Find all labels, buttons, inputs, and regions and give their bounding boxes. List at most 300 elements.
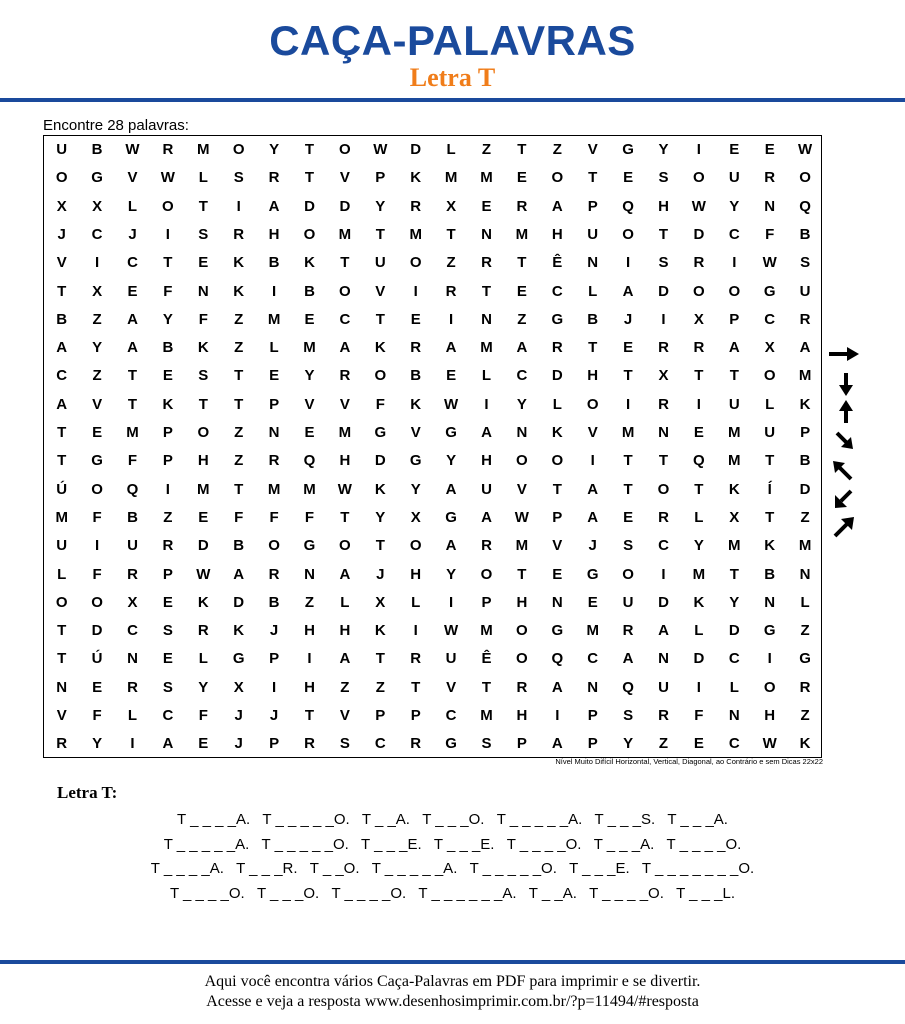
grid-letter[interactable]: Z xyxy=(375,678,385,696)
grid-letter[interactable]: X xyxy=(56,197,67,215)
grid-letter[interactable]: T xyxy=(517,141,527,158)
grid-letter[interactable]: F xyxy=(694,707,704,724)
grid-letter[interactable]: D xyxy=(551,367,563,385)
grid-letter[interactable]: U xyxy=(799,282,811,300)
grid-letter[interactable]: H xyxy=(481,452,492,470)
grid-letter[interactable]: V xyxy=(339,707,350,724)
grid-letter[interactable]: P xyxy=(481,593,492,611)
footer-link-line[interactable]: Acesse e veja a resposta www.desenhosimprimir.com.br/?p=11494/#resposta xyxy=(206,993,699,1010)
grid-letter[interactable]: O xyxy=(516,650,528,668)
grid-letter[interactable]: R xyxy=(481,537,492,555)
grid-letter[interactable]: X xyxy=(446,197,457,215)
grid-letter[interactable]: J xyxy=(234,707,243,724)
grid-letter[interactable]: O xyxy=(516,622,528,640)
grid-letter[interactable]: Ú xyxy=(91,650,103,668)
grid-letter[interactable]: I xyxy=(95,537,100,555)
grid-letter[interactable]: Y xyxy=(304,367,315,385)
grid-letter[interactable]: T xyxy=(340,508,350,526)
grid-letter[interactable]: V xyxy=(339,169,350,187)
grid-letter[interactable]: G xyxy=(374,424,387,441)
grid-letter[interactable]: U xyxy=(56,537,68,555)
grid-letter[interactable]: B xyxy=(304,282,315,300)
grid-letter[interactable]: O xyxy=(339,282,351,300)
grid-letter[interactable]: P xyxy=(587,735,598,753)
grid-letter[interactable]: M xyxy=(126,424,139,441)
grid-letter[interactable]: H xyxy=(268,225,280,243)
grid-letter[interactable]: W xyxy=(514,508,529,526)
grid-letter[interactable]: M xyxy=(480,339,493,357)
grid-letter[interactable]: E xyxy=(162,593,173,611)
grid-letter[interactable]: I xyxy=(626,395,631,413)
grid-letter[interactable]: O xyxy=(799,169,811,187)
grid-letter[interactable]: D xyxy=(410,141,422,158)
grid-letter[interactable]: U xyxy=(374,254,386,272)
grid-letter[interactable]: I xyxy=(590,452,595,470)
grid-letter[interactable]: C xyxy=(551,282,563,300)
grid-letter[interactable]: D xyxy=(304,197,315,215)
grid-letter[interactable]: W xyxy=(691,197,706,215)
grid-letter[interactable]: A xyxy=(56,395,68,413)
grid-letter[interactable]: X xyxy=(729,508,740,526)
grid-letter[interactable]: C xyxy=(516,367,528,385)
grid-letter[interactable]: E xyxy=(127,282,138,300)
grid-letter[interactable]: A xyxy=(551,678,563,696)
grid-letter[interactable]: Y xyxy=(162,310,173,328)
grid-letter[interactable]: T xyxy=(375,310,385,328)
grid-letter[interactable]: C xyxy=(728,650,740,668)
grid-letter[interactable]: R xyxy=(693,339,705,357)
grid-letter[interactable]: K xyxy=(728,480,740,498)
grid-letter[interactable]: G xyxy=(799,650,811,668)
grid-letter[interactable]: S xyxy=(198,225,209,243)
grid-letter[interactable]: F xyxy=(269,508,279,526)
grid-letter[interactable]: B xyxy=(91,141,103,158)
grid-letter[interactable]: M xyxy=(267,480,281,498)
grid-letter[interactable]: L xyxy=(552,395,562,413)
grid-letter[interactable]: T xyxy=(234,395,244,413)
grid-letter[interactable]: M xyxy=(692,565,706,583)
grid-letter[interactable]: I xyxy=(272,678,277,696)
grid-letter[interactable]: O xyxy=(339,537,351,555)
grid-letter[interactable]: F xyxy=(92,508,102,526)
grid-letter[interactable]: B xyxy=(162,339,174,357)
grid-letter[interactable]: C xyxy=(587,650,599,668)
grid-letter[interactable]: Ê xyxy=(552,254,563,272)
grid-letter[interactable]: D xyxy=(374,452,386,470)
grid-letter[interactable]: C xyxy=(728,735,740,753)
grid-letter[interactable]: H xyxy=(587,367,599,385)
grid-letter[interactable]: W xyxy=(160,169,175,187)
grid-letter[interactable]: S xyxy=(658,169,669,187)
grid-letter[interactable]: T xyxy=(375,650,385,668)
grid-letter[interactable]: X xyxy=(375,593,386,611)
grid-letter[interactable]: R xyxy=(445,282,457,300)
grid-letter[interactable]: H xyxy=(304,622,315,640)
grid-letter[interactable]: J xyxy=(128,225,137,243)
grid-letter[interactable]: E xyxy=(693,424,704,441)
grid-letter[interactable]: Í xyxy=(767,480,772,498)
grid-letter[interactable]: Y xyxy=(729,593,740,611)
grid-letter[interactable]: I xyxy=(413,622,418,640)
grid-letter[interactable]: W xyxy=(125,141,140,158)
grid-letter[interactable]: Z xyxy=(340,678,350,696)
grid-letter[interactable]: O xyxy=(693,169,705,187)
grid-letter[interactable]: Z xyxy=(552,141,562,158)
grid-letter[interactable]: W xyxy=(444,395,459,413)
grid-letter[interactable]: H xyxy=(516,593,528,611)
grid-letter[interactable]: E xyxy=(516,282,527,300)
grid-letter[interactable]: X xyxy=(127,593,138,611)
grid-letter[interactable]: I xyxy=(307,650,312,668)
grid-letter[interactable]: O xyxy=(586,395,599,413)
grid-letter[interactable]: C xyxy=(374,735,386,753)
grid-letter[interactable]: O xyxy=(232,141,245,158)
grid-letter[interactable]: M xyxy=(303,339,316,357)
grid-letter[interactable]: R xyxy=(339,367,351,385)
grid-letter[interactable]: T xyxy=(658,225,669,243)
grid-letter[interactable]: W xyxy=(337,480,352,498)
grid-letter[interactable]: R xyxy=(516,197,528,215)
grid-letter[interactable]: H xyxy=(304,678,315,696)
grid-letter[interactable]: I xyxy=(555,707,560,724)
grid-letter[interactable]: O xyxy=(268,537,280,555)
grid-letter[interactable]: T xyxy=(304,169,315,187)
grid-letter[interactable]: B xyxy=(799,452,811,470)
grid-letter[interactable]: Y xyxy=(693,537,704,555)
grid-letter[interactable]: Y xyxy=(92,735,103,753)
grid-letter[interactable]: S xyxy=(800,254,811,272)
grid-letter[interactable]: A xyxy=(162,735,174,753)
grid-letter[interactable]: K xyxy=(764,537,776,555)
grid-letter[interactable]: N xyxy=(481,310,492,328)
grid-letter[interactable]: I xyxy=(767,650,772,668)
grid-letter[interactable]: X xyxy=(764,339,775,357)
grid-letter[interactable]: R xyxy=(268,565,280,583)
grid-letter[interactable]: A xyxy=(551,735,563,753)
grid-letter[interactable]: C xyxy=(658,537,669,555)
grid-letter[interactable]: M xyxy=(798,367,812,385)
grid-letter[interactable]: D xyxy=(799,480,811,498)
grid-letter[interactable]: L xyxy=(127,707,138,724)
grid-letter[interactable]: B xyxy=(127,508,138,526)
grid-letter[interactable]: B xyxy=(268,593,280,611)
grid-letter[interactable]: R xyxy=(268,452,280,470)
grid-letter[interactable]: N xyxy=(587,678,599,696)
grid-letter[interactable]: T xyxy=(623,480,633,498)
grid-letter[interactable]: G xyxy=(763,622,776,640)
grid-letter[interactable]: E xyxy=(304,424,315,441)
grid-letter[interactable]: L xyxy=(198,169,208,187)
grid-letter[interactable]: G xyxy=(622,141,634,158)
grid-letter[interactable]: Ú xyxy=(56,480,68,498)
grid-letter[interactable]: T xyxy=(765,452,775,470)
grid-letter[interactable]: G xyxy=(586,565,599,583)
grid-letter[interactable]: L xyxy=(729,678,739,696)
grid-letter[interactable]: R xyxy=(799,310,811,328)
grid-letter[interactable]: K xyxy=(197,339,209,357)
grid-letter[interactable]: Q xyxy=(126,480,139,498)
grid-letter[interactable]: Z xyxy=(800,508,810,526)
grid-letter[interactable]: U xyxy=(587,225,599,243)
grid-letter[interactable]: S xyxy=(339,735,350,753)
grid-letter[interactable]: N xyxy=(481,225,492,243)
grid-letter[interactable]: E xyxy=(623,169,634,187)
grid-letter[interactable]: L xyxy=(765,395,775,413)
grid-letter[interactable]: A xyxy=(268,197,280,215)
grid-letter[interactable]: T xyxy=(446,225,456,243)
grid-letter[interactable]: E xyxy=(516,169,527,187)
grid-letter[interactable]: O xyxy=(516,452,528,470)
grid-letter[interactable]: T xyxy=(623,367,633,385)
grid-letter[interactable]: O xyxy=(551,452,564,470)
grid-letter[interactable]: B xyxy=(587,310,599,328)
grid-letter[interactable]: S xyxy=(623,707,634,724)
grid-letter[interactable]: O xyxy=(55,169,68,187)
grid-letter[interactable]: M xyxy=(267,310,281,328)
grid-letter[interactable]: V xyxy=(339,395,350,413)
grid-letter[interactable]: K xyxy=(162,395,174,413)
grid-letter[interactable]: U xyxy=(764,424,776,441)
grid-letter[interactable]: T xyxy=(340,254,350,272)
grid-letter[interactable]: Q xyxy=(303,452,316,470)
grid-letter[interactable]: A xyxy=(127,339,138,357)
grid-letter[interactable]: L xyxy=(57,565,67,583)
grid-letter[interactable]: W xyxy=(798,141,813,158)
grid-letter[interactable]: R xyxy=(764,169,776,187)
grid-letter[interactable]: R xyxy=(162,537,174,555)
grid-letter[interactable]: K xyxy=(233,254,245,272)
grid-letter[interactable]: S xyxy=(233,169,244,187)
grid-letter[interactable]: K xyxy=(374,622,386,640)
grid-letter[interactable]: B xyxy=(764,565,776,583)
grid-letter[interactable]: Y xyxy=(92,339,103,357)
grid-letter[interactable]: K xyxy=(374,480,386,498)
grid-letter[interactable]: J xyxy=(376,565,385,583)
grid-letter[interactable]: T xyxy=(57,650,67,668)
grid-letter[interactable]: M xyxy=(197,141,210,158)
grid-letter[interactable]: P xyxy=(162,565,173,583)
grid-letter[interactable]: G xyxy=(409,452,422,470)
grid-letter[interactable]: N xyxy=(516,424,528,441)
grid-letter[interactable]: J xyxy=(623,310,633,328)
grid-letter[interactable]: L xyxy=(800,593,810,611)
grid-letter[interactable]: B xyxy=(799,225,811,243)
grid-letter[interactable]: G xyxy=(91,169,103,187)
grid-letter[interactable]: M xyxy=(798,537,812,555)
grid-letter[interactable]: N xyxy=(764,197,776,215)
grid-letter[interactable]: I xyxy=(626,254,631,272)
grid-letter[interactable]: M xyxy=(338,424,352,441)
grid-letter[interactable]: Z xyxy=(304,593,315,611)
grid-letter[interactable]: Y xyxy=(729,197,740,215)
grid-letter[interactable]: O xyxy=(622,565,634,583)
grid-letter[interactable]: O xyxy=(622,225,634,243)
grid-letter[interactable]: E xyxy=(92,424,103,441)
grid-letter[interactable]: M xyxy=(480,707,493,724)
grid-letter[interactable]: T xyxy=(588,169,598,187)
grid-letter[interactable]: K xyxy=(374,339,386,357)
grid-letter[interactable]: R xyxy=(658,707,669,724)
grid-letter[interactable]: S xyxy=(658,254,669,272)
grid-letter[interactable]: A xyxy=(445,339,457,357)
grid-letter[interactable]: L xyxy=(340,593,350,611)
grid-letter[interactable]: H xyxy=(339,452,351,470)
grid-letter[interactable]: X xyxy=(658,367,669,385)
grid-letter[interactable]: O xyxy=(374,367,387,385)
grid-letter[interactable]: W xyxy=(762,735,777,753)
grid-letter[interactable]: Y xyxy=(658,141,669,158)
grid-letter[interactable]: N xyxy=(56,678,68,696)
grid-letter[interactable]: P xyxy=(269,735,280,753)
grid-letter[interactable]: Z xyxy=(446,254,456,272)
grid-letter[interactable]: A xyxy=(622,282,634,300)
grid-letter[interactable]: L xyxy=(446,141,456,158)
grid-letter[interactable]: I xyxy=(661,310,666,328)
grid-letter[interactable]: A xyxy=(127,310,138,328)
grid-letter[interactable]: Z xyxy=(234,424,244,441)
grid-letter[interactable]: M xyxy=(444,169,458,187)
grid-letter[interactable]: P xyxy=(552,508,563,526)
grid-letter[interactable]: F xyxy=(375,395,385,413)
grid-letter[interactable]: H xyxy=(764,707,776,724)
grid-letter[interactable]: Z xyxy=(658,735,669,753)
grid-letter[interactable]: T xyxy=(729,367,739,385)
grid-letter[interactable]: A xyxy=(799,339,811,357)
grid-letter[interactable]: T xyxy=(729,565,739,583)
grid-letter[interactable]: R xyxy=(410,650,422,668)
grid-letter[interactable]: V xyxy=(410,424,421,441)
grid-letter[interactable]: T xyxy=(198,197,208,215)
grid-letter[interactable]: R xyxy=(693,254,705,272)
grid-letter[interactable]: S xyxy=(162,622,173,640)
grid-letter[interactable]: A xyxy=(728,339,740,357)
grid-letter[interactable]: Y xyxy=(269,141,280,158)
grid-letter[interactable]: L xyxy=(127,197,138,215)
grid-letter[interactable]: M xyxy=(586,622,599,640)
grid-letter[interactable]: E xyxy=(198,254,209,272)
grid-letter[interactable]: M xyxy=(728,452,741,470)
grid-letter[interactable]: A xyxy=(587,508,599,526)
grid-letter[interactable]: Y xyxy=(446,565,457,583)
grid-letter[interactable]: P xyxy=(587,197,598,215)
grid-letter[interactable]: F xyxy=(92,565,102,583)
grid-letter[interactable]: L xyxy=(694,622,704,640)
grid-letter[interactable]: R xyxy=(516,678,528,696)
grid-letter[interactable]: P xyxy=(587,707,598,724)
grid-letter[interactable]: U xyxy=(728,169,740,187)
grid-letter[interactable]: G xyxy=(445,735,457,753)
grid-letter[interactable]: K xyxy=(693,593,705,611)
grid-letter[interactable]: V xyxy=(587,424,598,441)
grid-letter[interactable]: F xyxy=(163,282,173,300)
grid-letter[interactable]: Z xyxy=(163,508,173,526)
grid-letter[interactable]: W xyxy=(762,254,777,272)
grid-letter[interactable]: N xyxy=(658,424,669,441)
grid-letter[interactable]: L xyxy=(198,650,208,668)
grid-letter[interactable]: T xyxy=(304,707,315,724)
grid-letter[interactable]: K xyxy=(551,424,563,441)
grid-letter[interactable]: E xyxy=(623,339,634,357)
grid-letter[interactable]: M xyxy=(303,480,316,498)
grid-letter[interactable]: D xyxy=(658,593,669,611)
grid-letter[interactable]: B xyxy=(268,254,280,272)
grid-letter[interactable]: E xyxy=(552,565,563,583)
grid-letter[interactable]: M xyxy=(55,508,68,526)
grid-letter[interactable]: S xyxy=(481,735,492,753)
grid-letter[interactable]: Y xyxy=(198,678,209,696)
grid-letter[interactable]: S xyxy=(162,678,173,696)
grid-letter[interactable]: O xyxy=(162,197,174,215)
grid-letter[interactable]: R xyxy=(127,678,138,696)
grid-letter[interactable]: R xyxy=(410,339,422,357)
grid-letter[interactable]: U xyxy=(56,141,68,158)
grid-letter[interactable]: L xyxy=(411,593,421,611)
grid-letter[interactable]: V xyxy=(446,678,457,696)
grid-letter[interactable]: Z xyxy=(234,452,244,470)
grid-letter[interactable]: B xyxy=(410,367,422,385)
grid-letter[interactable]: D xyxy=(728,622,740,640)
grid-letter[interactable]: T xyxy=(694,367,704,385)
grid-letter[interactable]: P xyxy=(375,707,386,724)
grid-letter[interactable]: I xyxy=(484,395,489,413)
grid-letter[interactable]: T xyxy=(588,339,598,357)
grid-letter[interactable]: O xyxy=(763,678,776,696)
grid-letter[interactable]: E xyxy=(481,197,492,215)
grid-letter[interactable]: G xyxy=(551,310,564,328)
grid-letter[interactable]: I xyxy=(661,565,666,583)
grid-letter[interactable]: U xyxy=(445,650,457,668)
grid-letter[interactable]: T xyxy=(198,395,208,413)
grid-letter[interactable]: V xyxy=(56,707,67,724)
grid-letter[interactable]: D xyxy=(197,537,209,555)
grid-letter[interactable]: T xyxy=(517,254,527,272)
grid-letter[interactable]: J xyxy=(57,225,66,243)
grid-letter[interactable]: T xyxy=(517,565,527,583)
grid-letter[interactable]: M xyxy=(409,225,422,243)
grid-letter[interactable]: E xyxy=(304,310,315,328)
grid-letter[interactable]: Y xyxy=(375,197,386,215)
grid-letter[interactable]: I xyxy=(696,141,701,158)
grid-letter[interactable]: A xyxy=(56,339,68,357)
grid-letter[interactable]: T xyxy=(694,480,704,498)
grid-letter[interactable]: Z xyxy=(481,141,492,158)
grid-letter[interactable]: K xyxy=(799,735,811,753)
grid-letter[interactable]: K xyxy=(410,395,422,413)
grid-letter[interactable]: E xyxy=(92,678,103,696)
grid-letter[interactable]: Z xyxy=(234,339,244,357)
grid-letter[interactable]: R xyxy=(197,622,209,640)
grid-letter[interactable]: B xyxy=(233,537,245,555)
grid-letter[interactable]: U xyxy=(127,537,138,555)
grid-letter[interactable]: N xyxy=(268,424,280,441)
grid-letter[interactable]: D xyxy=(658,282,669,300)
grid-letter[interactable]: E xyxy=(269,367,280,385)
grid-letter[interactable]: A xyxy=(587,480,599,498)
grid-letter[interactable]: E xyxy=(410,310,421,328)
grid-letter[interactable]: F xyxy=(127,452,138,470)
grid-letter[interactable]: A xyxy=(445,537,457,555)
grid-letter[interactable]: E xyxy=(198,508,209,526)
grid-letter[interactable]: E xyxy=(162,650,173,668)
grid-letter[interactable]: K xyxy=(304,254,315,272)
grid-letter[interactable]: V xyxy=(56,254,67,272)
grid-letter[interactable]: E xyxy=(623,508,634,526)
grid-letter[interactable]: O xyxy=(197,424,210,441)
grid-letter[interactable]: T xyxy=(552,480,562,498)
grid-letter[interactable]: P xyxy=(162,452,173,470)
grid-letter[interactable]: R xyxy=(127,565,138,583)
grid-letter[interactable]: V xyxy=(552,537,563,555)
